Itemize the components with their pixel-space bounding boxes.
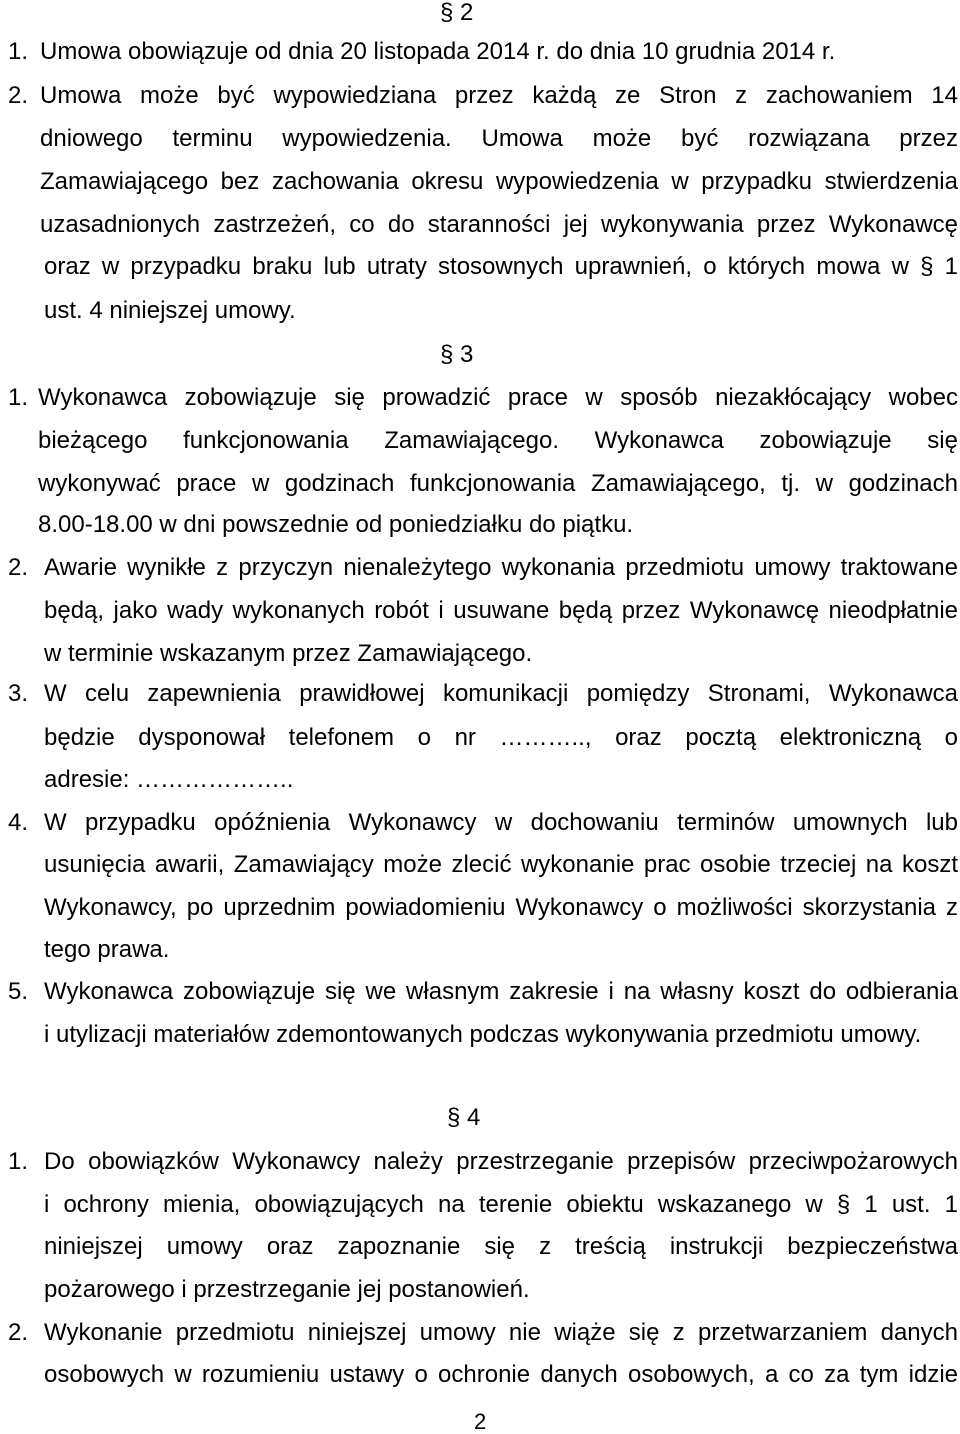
text-line: pożarowego i przestrzeganie jej postanowień. — [44, 1276, 530, 1303]
text-line: Do obowiązków Wykonawcy należy przestrzeganie przepisów przeciwpożarowych — [44, 1148, 958, 1175]
text-line: będzie dysponował telefonem o nr ……….., oraz pocztą elektroniczną o — [44, 724, 958, 751]
text-line: dniowego terminu wypowiedzenia. Umowa może być rozwiązana przez — [40, 125, 958, 152]
text-line: uzasadnionych zastrzeżeń, co do staranności jej wykonywania przez Wykonawcę — [40, 211, 958, 238]
text-line: Awarie wynikłe z przyczyn nienależytego wykonania przedmiotu umowy traktowane — [44, 554, 958, 581]
text-line: bieżącego funkcjonowania Zamawiającego. Wykonawca zobowiązuje się — [38, 427, 958, 454]
text-line: Wykonawca zobowiązuje się we własnym zakresie i na własny koszt do odbierania — [44, 978, 958, 1005]
text-line: osobowych w rozumieniu ustawy o ochronie danych osobowych, a co za tym idzie — [44, 1361, 958, 1388]
text-line: w terminie wskazanym przez Zamawiającego. — [44, 640, 533, 667]
item-number: 2. — [8, 82, 29, 109]
page-number: 2 — [474, 1409, 487, 1434]
text-line: i utylizacji materiałów zdemontowanych podczas wykonywania przedmiotu umowy. — [44, 1021, 922, 1048]
text-line: będą, jako wady wykonanych robót i usuwane będą przez Wykonawcę nieodpłatnie — [44, 597, 958, 624]
item-number: 4. — [8, 809, 29, 836]
text-line: Wykonawca zobowiązuje się prowadzić prace w sposób niezakłócający wobec — [38, 384, 958, 411]
text-line: i ochrony mienia, obowiązujących na terenie obiektu wskazanego w § 1 ust. 1 — [44, 1191, 958, 1218]
text-line: oraz w przypadku braku lub utraty stosownych uprawnień, o których mowa w § 1 — [44, 253, 958, 280]
section-heading: § 4 — [447, 1104, 481, 1131]
text-line: W przypadku opóźnienia Wykonawcy w dochowaniu terminów umownych lub — [44, 809, 958, 836]
item-number: 1. — [8, 1148, 29, 1175]
text-line: adresie: ……………….. — [44, 766, 294, 793]
text-line: ust. 4 niniejszej umowy. — [44, 297, 296, 324]
item-number: 3. — [8, 680, 29, 707]
text-line: Umowa może być wypowiedziana przez każdą ze Stron z zachowaniem 14 — [40, 82, 958, 109]
item-number: 1. — [8, 384, 29, 411]
text-line: Wykonawcy, po uprzednim powiadomieniu Wykonawcy o możliwości skorzystania z — [44, 894, 958, 921]
text-line: usunięcia awarii, Zamawiający może zlecić wykonanie prac osobie trzeciej na koszt — [44, 851, 958, 878]
item-number: 5. — [8, 978, 29, 1005]
section-heading: § 3 — [440, 341, 474, 368]
item-number: 2. — [8, 554, 29, 581]
text-line: tego prawa. — [44, 936, 170, 963]
text-line: 8.00-18.00 w dni powszednie od poniedziałku do piątku. — [38, 511, 634, 538]
text-line: Wykonanie przedmiotu niniejszej umowy nie wiąże się z przetwarzaniem danych — [44, 1319, 958, 1346]
text-line: Zamawiającego bez zachowania okresu wypowiedzenia w przypadku stwierdzenia — [40, 168, 958, 195]
text-line: wykonywać prace w godzinach funkcjonowania Zamawiającego, tj. w godzinach — [38, 470, 958, 497]
text-line: W celu zapewnienia prawidłowej komunikacji pomiędzy Stronami, Wykonawca — [44, 680, 958, 707]
section-heading: § 2 — [440, 0, 474, 26]
item-number: 2. — [8, 1319, 29, 1346]
item-number: 1. — [8, 38, 29, 65]
text-line: niniejszej umowy oraz zapoznanie się z treścią instrukcji bezpieczeństwa — [44, 1233, 958, 1260]
text-line: Umowa obowiązuje od dnia 20 listopada 2014 r. do dnia 10 grudnia 2014 r. — [40, 38, 836, 65]
